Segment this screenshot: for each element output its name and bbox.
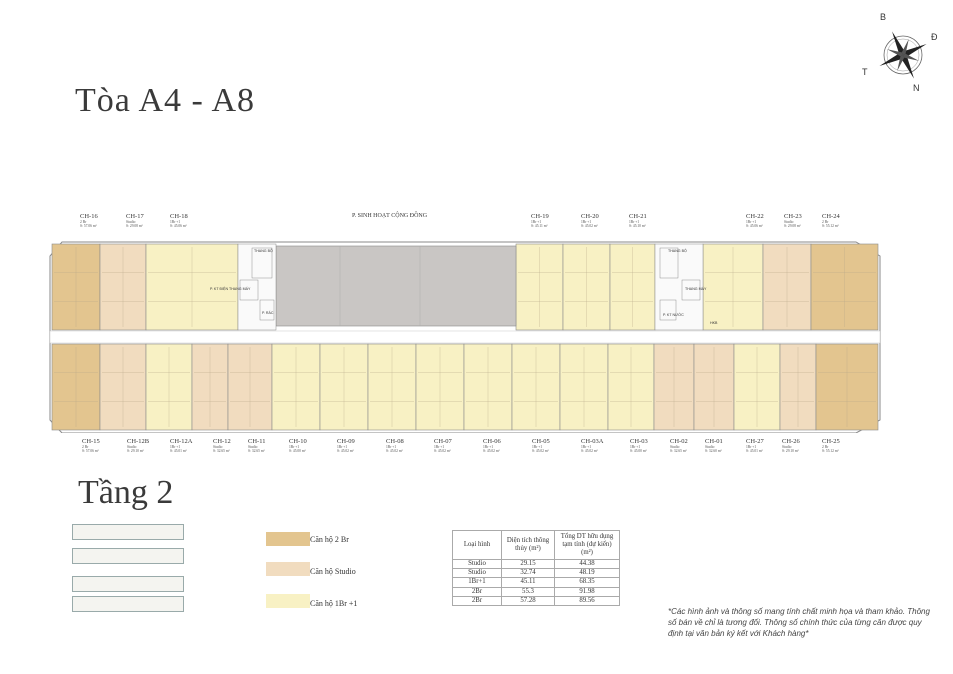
compass-east-label: Đ xyxy=(931,32,938,42)
legend-label-1br: Căn hộ 1Br +1 xyxy=(310,599,358,608)
unit-label: CH-05 1Br +1 S: 45.02 m² xyxy=(532,438,550,454)
unit-label: CH-03 1Br +1 S: 45.00 m² xyxy=(630,438,648,454)
core-trash-label: P. RÁC xyxy=(262,311,274,315)
table-cell: 44.38 xyxy=(555,560,620,569)
table-row xyxy=(453,587,620,596)
common-room-label: P. SINH HOẠT CỘNG ĐỒNG xyxy=(352,213,428,219)
building-title: Tòa A4 - A8 xyxy=(75,82,256,119)
compass-rose xyxy=(862,12,944,94)
table-cell: 89.56 xyxy=(555,596,620,605)
table-cell: 2Br xyxy=(453,596,502,605)
core-hkb-label: HKB xyxy=(710,321,718,325)
core-elevator-label: THANG MÁY xyxy=(685,287,707,291)
core-stair-label: THANG BỘ xyxy=(668,249,687,253)
table-row xyxy=(453,578,620,587)
floor-plan xyxy=(40,238,882,433)
floor-title: Tầng 2 xyxy=(78,474,174,511)
unit-label: CH-21 1Br +1 S: 45.10 m² xyxy=(629,213,647,229)
legend-swatch-studio xyxy=(266,562,310,576)
unit-label: CH-03A 1Br +1 S: 45.02 m² xyxy=(581,438,604,454)
table-cell: Studio xyxy=(453,560,502,569)
unit-label: CH-17 Studio S: 29.08 m² xyxy=(126,213,144,229)
table-cell: 48.19 xyxy=(555,569,620,578)
unit-label: CH-02 Studio S: 32.65 m² xyxy=(670,438,688,454)
compass-north-label: B xyxy=(880,12,887,22)
table-header: Loại hình xyxy=(453,531,502,560)
table-cell: 29.15 xyxy=(502,560,555,569)
table-header: Diện tích thông thủy (m²) xyxy=(502,531,555,560)
core-water-room-label: P. KT NƯỚC xyxy=(663,313,684,317)
table-cell: 55.3 xyxy=(502,587,555,596)
legend-swatch-2br xyxy=(266,532,310,546)
unit-label: CH-12B Studio S: 29.10 m² xyxy=(127,438,150,454)
unit-label: CH-07 1Br +1 S: 45.02 m² xyxy=(434,438,452,454)
key-plan-block xyxy=(72,576,184,592)
table-row xyxy=(453,569,620,578)
table-cell: 57.28 xyxy=(502,596,555,605)
unit-label: CH-12A 1Br +1 S: 45.01 m² xyxy=(170,438,193,454)
unit-label: CH-27 1Br +1 S: 45.01 m² xyxy=(746,438,764,454)
key-plan xyxy=(72,524,184,612)
core-elec-room-label: P. KT ĐIỆN xyxy=(210,287,229,291)
table-cell: 45.11 xyxy=(502,578,555,587)
compass-south-label: N xyxy=(913,83,920,93)
disclaimer-note: *Các hình ảnh và thông số mang tính chất minh họa và tham khảo. Thông số bán về chỉ là tương đối. Thông số chính thức của từng căn được quy định tại văn bản ký kết với Khách hàng* xyxy=(668,607,930,638)
table-row xyxy=(453,596,620,605)
legend-label-2br: Căn hộ 2 Br xyxy=(310,535,349,544)
table-cell: Studio xyxy=(453,569,502,578)
unit-label: CH-25 2 Br S: 55.12 m² xyxy=(822,438,840,454)
unit-label: CH-23 Studio S: 29.08 m² xyxy=(784,213,802,229)
unit-label: CH-10 1Br +1 S: 45.00 m² xyxy=(289,438,307,454)
unit-label: CH-18 1Br +1 S: 45.06 m² xyxy=(170,213,188,229)
unit-label: CH-06 1Br +1 S: 45.02 m² xyxy=(483,438,501,454)
table-cell: 68.35 xyxy=(555,578,620,587)
corridor xyxy=(50,331,880,343)
legend-swatch-1br xyxy=(266,594,310,608)
compass-west-label: T xyxy=(862,67,868,77)
compass-star-icon xyxy=(862,12,944,94)
unit-label: CH-15 2 Br S: 57.06 m² xyxy=(82,438,100,454)
core-stair-label: THANG BỘ xyxy=(254,249,273,253)
unit-label: CH-08 1Br +1 S: 45.02 m² xyxy=(386,438,404,454)
table-row xyxy=(453,560,620,569)
unit-label: CH-26 Studio S: 29.10 m² xyxy=(782,438,800,454)
table-cell: 32.74 xyxy=(502,569,555,578)
unit-label: CH-01 Studio S: 32.60 m² xyxy=(705,438,723,454)
key-plan-block xyxy=(72,596,184,612)
table-cell: 91.98 xyxy=(555,587,620,596)
legend-label-studio: Căn hộ Studio xyxy=(310,567,356,576)
core-elevator-label: THANG MÁY xyxy=(229,287,251,291)
unit-label: CH-09 1Br +1 S: 45.02 m² xyxy=(337,438,355,454)
table-header: Tổng DT hữu dụng tạm tính (dự kiến) (m²) xyxy=(555,531,620,560)
table-cell: 1Br+1 xyxy=(453,578,502,587)
unit-label: CH-22 1Br +1 S: 45.06 m² xyxy=(746,213,764,229)
area-table xyxy=(452,530,620,606)
common-room xyxy=(276,246,516,326)
key-plan-block xyxy=(72,524,184,540)
key-plan-block xyxy=(72,548,184,564)
unit-label: CH-19 1Br +1 S: 45.11 m² xyxy=(531,213,549,229)
unit-label: CH-16 2 Br S: 57.06 m² xyxy=(80,213,98,229)
unit-label: CH-24 2 Br S: 55.12 m² xyxy=(822,213,840,229)
table-cell: 2Br xyxy=(453,587,502,596)
unit-label: CH-11 Studio S: 32.65 m² xyxy=(248,438,266,454)
unit-label: CH-12 Studio S: 32.65 m² xyxy=(213,438,231,454)
unit-label: CH-20 1Br +1 S: 45.02 m² xyxy=(581,213,599,229)
